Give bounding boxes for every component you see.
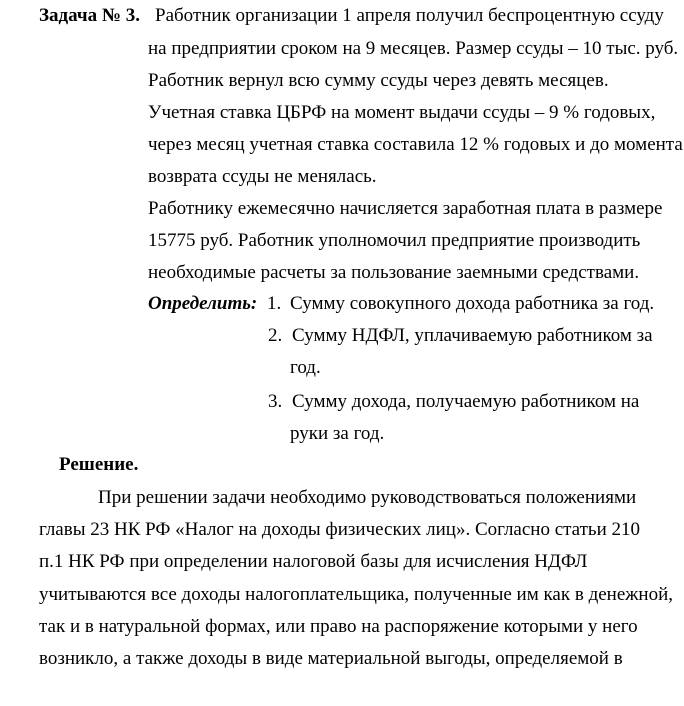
- task-label: Задача № 3.: [39, 5, 140, 26]
- determine-item-text: Сумму совокупного дохода работника за год.: [290, 293, 655, 314]
- task-line: 15775 руб. Работник уполномочил предприятие производить: [148, 230, 641, 251]
- task-line: необходимые расчеты за пользование заемными средствами.: [148, 262, 640, 283]
- determine-item-text: Сумму НДФЛ, уплачиваемую работником за: [292, 325, 653, 346]
- determine-item-number: 3.: [268, 391, 283, 412]
- determine-label: Определить:: [148, 293, 258, 314]
- solution-heading: Решение.: [59, 454, 139, 475]
- task-line: Работник вернул всю сумму ссуды через девять месяцев.: [148, 70, 609, 91]
- determine-item-text: год.: [290, 357, 321, 378]
- task-line: Работник организации 1 апреля получил беспроцентную ссуду: [155, 5, 664, 26]
- solution-text: При решении задачи необходимо руководствоваться положениями: [98, 487, 637, 508]
- solution-line: [98, 487, 664, 509]
- solution-line: п.1 НК РФ при определении налоговой базы для исчисления НДФЛ: [39, 551, 588, 572]
- task-line: через месяц учетная ставка составила 12 % годовых и до момента: [148, 134, 683, 155]
- determine-item-number: 1.: [267, 293, 282, 314]
- determine-item-number: 2.: [268, 325, 283, 346]
- task-line: на предприятии сроком на 9 месяцев. Размер ссуды – 10 тыс. руб.: [148, 38, 679, 59]
- solution-line: возникло, а также доходы в виде материальной выгоды, определяемой в: [39, 648, 623, 669]
- solution-line: главы 23 НК РФ «Налог на доходы физических лиц». Согласно статьи 210: [39, 519, 641, 540]
- solution-line: учитываются все доходы налогоплательщика, полученные им как в денежной,: [39, 584, 673, 605]
- task-line: Учетная ставка ЦБРФ на момент выдачи ссуды – 9 % годовых,: [148, 102, 656, 123]
- task-line: возврата ссуды не менялась.: [148, 166, 377, 187]
- solution-line: так и в натуральной формах, или право на распоряжение которыми у него: [39, 616, 638, 637]
- determine-item-text: руки за год.: [290, 423, 385, 444]
- task-line: Работнику ежемесячно начисляется заработная плата в размере: [148, 198, 663, 219]
- determine-item-text: Сумму дохода, получаемую работником на: [292, 391, 640, 412]
